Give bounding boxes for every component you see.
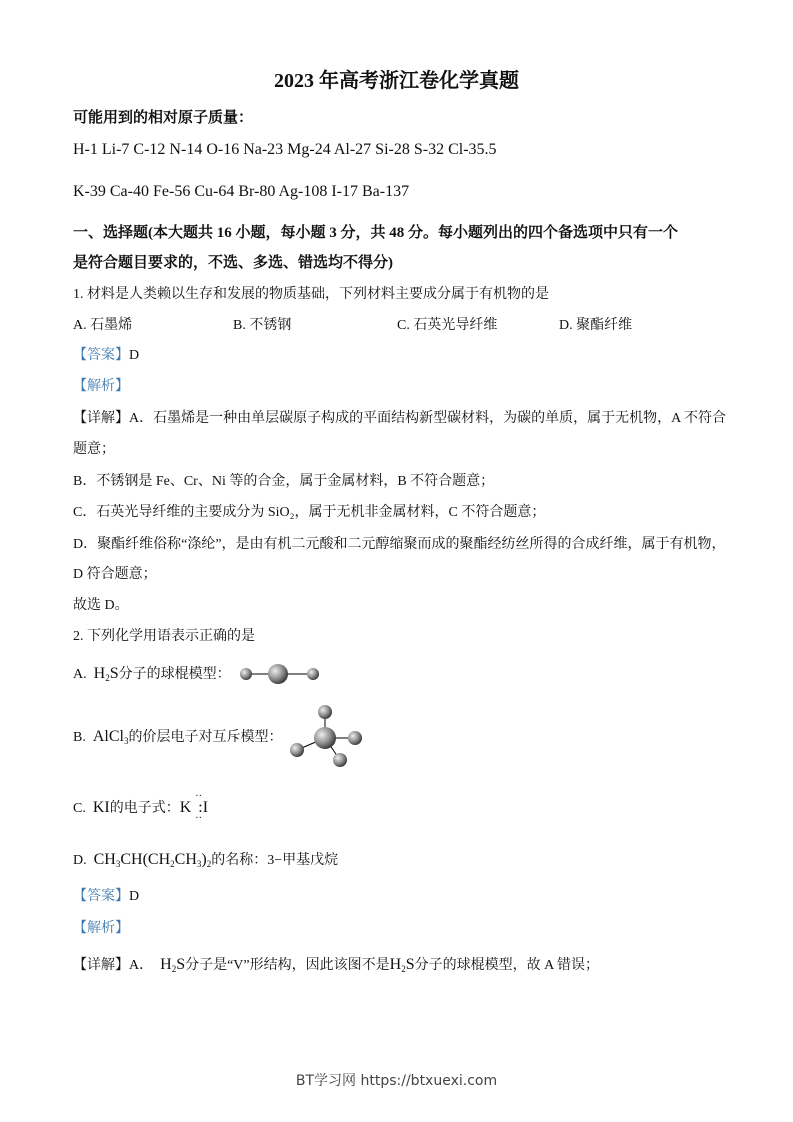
option-label: B. bbox=[73, 730, 86, 745]
option-label: A. bbox=[73, 667, 87, 682]
q1-option-c: C. 石英光导纤维 bbox=[397, 318, 498, 333]
q1-detail-5: D．聚酯纤维俗称“涤纶”，是由有机二元酸和二元醇缩聚而成的聚酯经纺丝所得的合成纤维，属于有机物， bbox=[73, 537, 726, 552]
q1-detail-3: B．不锈钢是 Fe、Cr、Ni 等的合金，属于金属材料，B 不符合题意； bbox=[73, 474, 495, 489]
q2-option-d bbox=[73, 850, 338, 874]
q1-options bbox=[73, 316, 733, 336]
q1-analysis-tag: 【解析】 bbox=[73, 379, 129, 394]
q1-detail-6: D 符合题意； bbox=[73, 567, 157, 582]
electron-dots-bottom: ·· bbox=[195, 813, 202, 824]
formula: H bbox=[93, 665, 106, 682]
electron-dots-top: ·· bbox=[195, 791, 202, 802]
h2s-ball-stick-model bbox=[236, 660, 326, 688]
option-text: 分子的球棍模型： bbox=[118, 667, 231, 682]
q1-option-b: B. 不锈钢 bbox=[233, 318, 292, 333]
formula: $CH_3CH(CH_2CH_3)_2$ bbox=[93, 851, 212, 869]
q2-detail-1: 【详解】A． $H_2S$分子是“V”形结构，因此该图不是$H_2S$分子的球棍模型，故 A 错误； bbox=[73, 956, 599, 974]
formula: S bbox=[109, 665, 119, 682]
option-text: 的名称：3−甲基戊烷 bbox=[211, 853, 339, 868]
page-title: 2023 年高考浙江卷化学真题 bbox=[274, 70, 519, 92]
q1-stem: 1. 材料是人类赖以生存和发展的物质基础，下列材料主要成分属于有机物的是 bbox=[73, 287, 549, 302]
q1-detail-1: 【详解】A．石墨烯是一种由单层碳原子构成的平面结构新型碳材料，为碳的单质，属于无机物，A 不符合 bbox=[73, 411, 726, 426]
q2-stem: 2. 下列化学用语表示正确的是 bbox=[73, 629, 255, 644]
electron-formula-k: K bbox=[179, 799, 192, 816]
subscript: 2 bbox=[105, 673, 110, 683]
masses-line-1: H-1 Li-7 C-12 N-14 O-16 Na-23 Mg-24 Al-27 Si-28 S-32 Cl-35.5 bbox=[73, 141, 497, 158]
subscript: 3 bbox=[123, 736, 129, 746]
q2-option-a bbox=[73, 664, 231, 688]
option-text: 的价层电子对互斥模型： bbox=[128, 730, 283, 745]
footer-watermark: BT学习网 https://btxuexi.com bbox=[295, 1073, 498, 1089]
option-label: C. bbox=[73, 801, 86, 816]
section-heading-2: 是符合题目要求的，不选、多选、错选均不得分) bbox=[73, 255, 393, 271]
answer-tag: 【答案】 bbox=[73, 889, 129, 904]
answer-value: D bbox=[129, 348, 140, 363]
electron-formula-i: ·· :I ·· bbox=[198, 799, 208, 816]
q1-answer bbox=[73, 346, 139, 366]
answer-tag: 【答案】 bbox=[73, 348, 129, 363]
section-heading-1: 一、选择题(本大题共 16 小题，每小题 3 分，共 48 分。每小题列出的四个备选项中只有一个 bbox=[73, 225, 678, 241]
masses-line-2: K-39 Ca-40 Fe-56 Cu-64 Br-80 Ag-108 I-17 Ba-137 bbox=[73, 183, 410, 200]
formula: KI bbox=[92, 799, 110, 816]
option-label: D. bbox=[73, 853, 87, 868]
masses-heading: 可能用到的相对原子质量： bbox=[73, 110, 254, 126]
q1-option-d: D. 聚酯纤维 bbox=[559, 318, 633, 333]
answer-value: D bbox=[129, 889, 140, 904]
formula: AlCl bbox=[92, 728, 124, 745]
q2-analysis-tag: 【解析】 bbox=[73, 921, 129, 936]
q2-option-b bbox=[73, 727, 282, 751]
alcl3-vsepr-model bbox=[285, 700, 365, 770]
iodine-symbol: I bbox=[202, 799, 209, 816]
q2-option-c bbox=[73, 791, 209, 824]
q1-detail-2: 题意； bbox=[73, 442, 115, 457]
q1-detail-7: 故选 D。 bbox=[73, 598, 129, 613]
q1-option-a: A. 石墨烯 bbox=[73, 318, 133, 333]
q2-answer bbox=[73, 887, 139, 907]
option-text: 的电子式： bbox=[109, 801, 180, 816]
q1-detail-4: C．石英光导纤维的主要成分为 SiO₂，属于无机非金属材料，C 不符合题意； bbox=[73, 505, 546, 520]
